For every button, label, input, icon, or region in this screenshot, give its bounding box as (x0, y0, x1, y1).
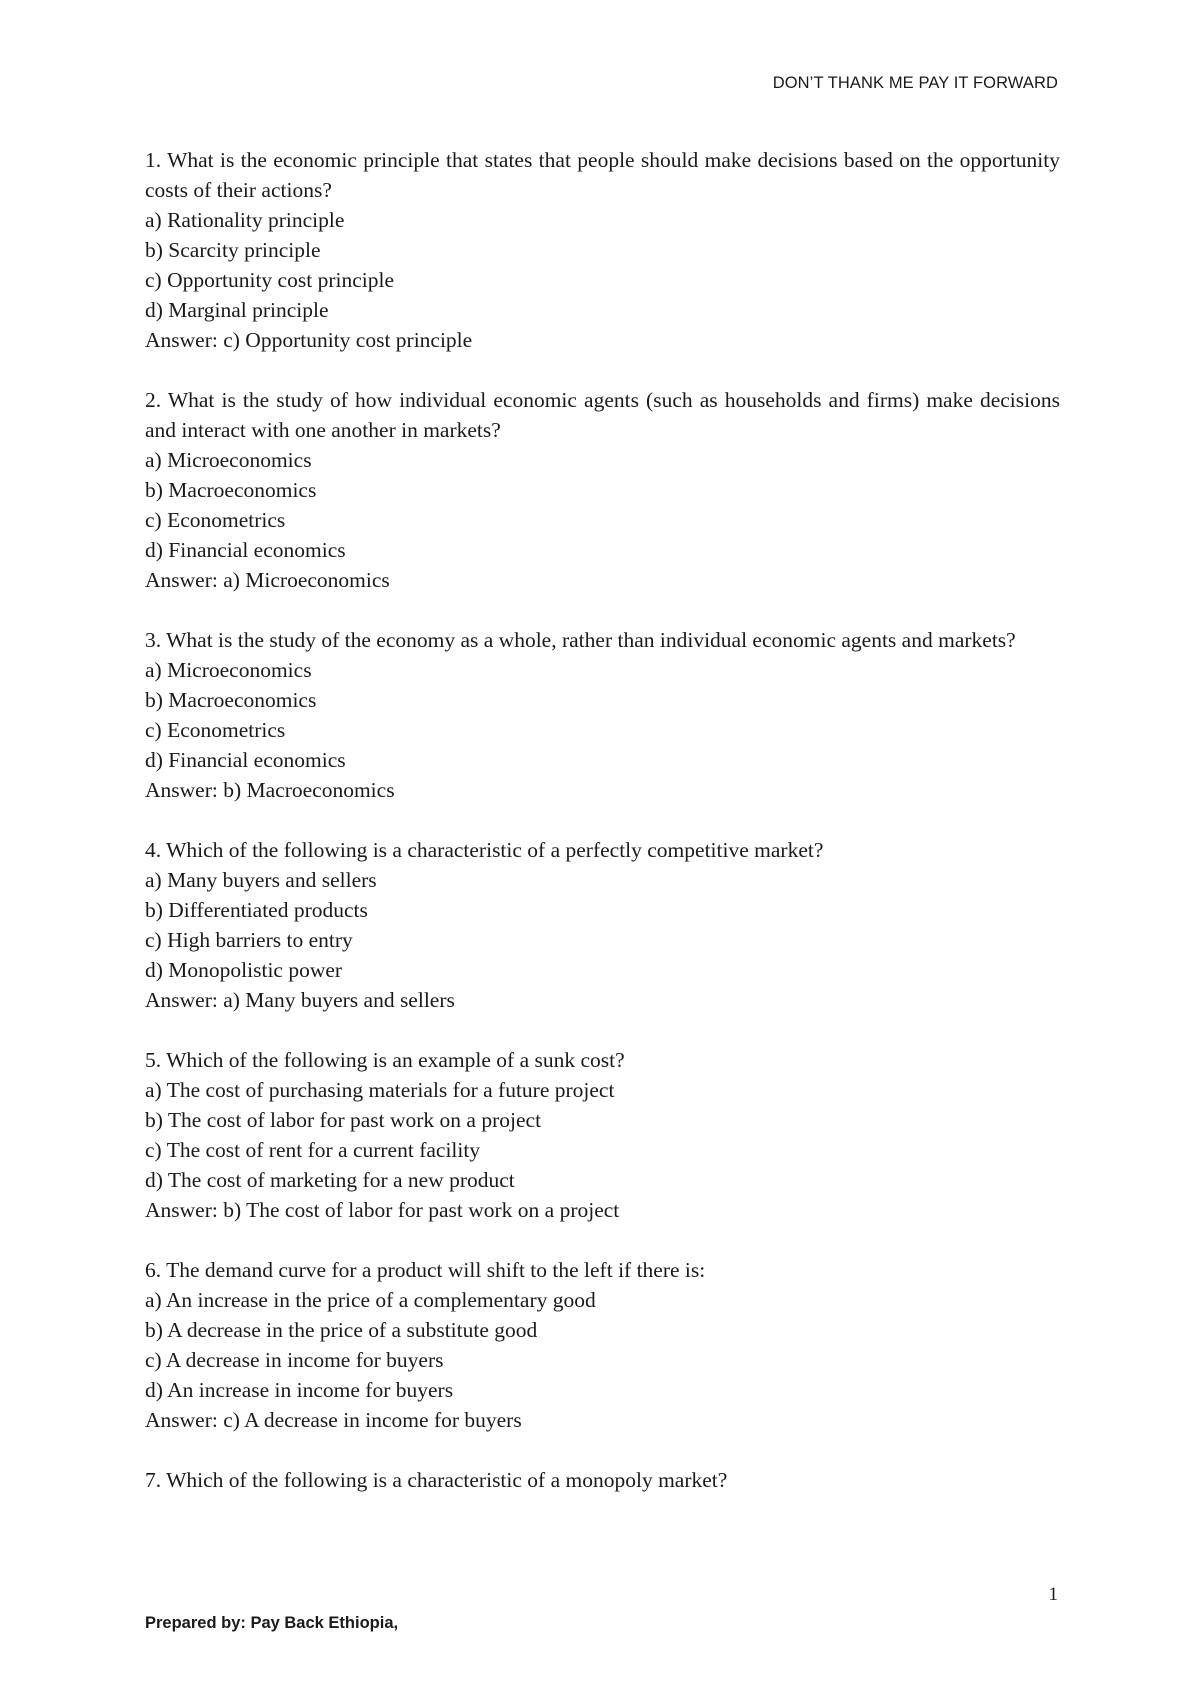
question-4 (145, 835, 1060, 1015)
option-c: c) Econometrics (145, 508, 286, 532)
question-list (145, 145, 1060, 1525)
answer-text: Answer: b) Macroeconomics (145, 778, 395, 802)
option-c: c) High barriers to entry (145, 928, 353, 952)
page-footer: Prepared by: Pay Back Ethiopia, (145, 1614, 399, 1632)
option-d: d) An increase in income for buyers (145, 1378, 454, 1402)
option-a: a) Microeconomics (145, 658, 312, 682)
option-c: c) The cost of rent for a current facility (145, 1138, 481, 1162)
question-text: 2. What is the study of how individual economic agents (such as households and firms) make decisions and interact with one another in markets? (145, 388, 1060, 442)
option-a: a) Many buyers and sellers (145, 868, 377, 892)
page-header: DON’T THANK ME PAY IT FORWARD (772, 74, 1058, 92)
option-b: b) The cost of labor for past work on a project (145, 1108, 542, 1132)
option-d: d) Financial economics (145, 748, 346, 772)
question-text: 1. What is the economic principle that states that people should make decisions based on the opportunity costs of their actions? (145, 148, 1060, 202)
option-c: c) Econometrics (145, 718, 286, 742)
option-b: b) Differentiated products (145, 898, 368, 922)
question-text: 3. What is the study of the economy as a whole, rather than individual economic agents and markets? (145, 628, 1016, 652)
question-7 (145, 1465, 1060, 1495)
option-c: c) Opportunity cost principle (145, 268, 394, 292)
question-5 (145, 1045, 1060, 1225)
option-a: a) An increase in the price of a complementary good (145, 1288, 596, 1312)
option-c: c) A decrease in income for buyers (145, 1348, 444, 1372)
option-d: d) Financial economics (145, 538, 346, 562)
option-d: d) Marginal principle (145, 298, 329, 322)
answer-text: Answer: a) Many buyers and sellers (145, 988, 455, 1012)
question-text: 5. Which of the following is an example of a sunk cost? (145, 1048, 625, 1072)
option-a: a) The cost of purchasing materials for a future project (145, 1078, 615, 1102)
question-2 (145, 385, 1060, 595)
answer-text: Answer: b) The cost of labor for past work on a project (145, 1198, 620, 1222)
question-3 (145, 625, 1060, 805)
option-d: d) The cost of marketing for a new product (145, 1168, 515, 1192)
question-text: 6. The demand curve for a product will shift to the left if there is: (145, 1258, 706, 1282)
answer-text: Answer: c) A decrease in income for buyers (145, 1408, 522, 1432)
option-b: b) Macroeconomics (145, 478, 317, 502)
page-number: 1 (1048, 1584, 1058, 1605)
option-b: b) Macroeconomics (145, 688, 317, 712)
option-d: d) Monopolistic power (145, 958, 343, 982)
answer-text: Answer: a) Microeconomics (145, 568, 390, 592)
option-b: b) A decrease in the price of a substitute good (145, 1318, 538, 1342)
option-a: a) Rationality principle (145, 208, 345, 232)
question-text: 7. Which of the following is a characteristic of a monopoly market? (145, 1468, 728, 1492)
question-text: 4. Which of the following is a characteristic of a perfectly competitive market? (145, 838, 824, 862)
answer-text: Answer: c) Opportunity cost principle (145, 328, 473, 352)
question-6 (145, 1255, 1060, 1435)
option-b: b) Scarcity principle (145, 238, 321, 262)
option-a: a) Microeconomics (145, 448, 312, 472)
question-1 (145, 145, 1060, 355)
